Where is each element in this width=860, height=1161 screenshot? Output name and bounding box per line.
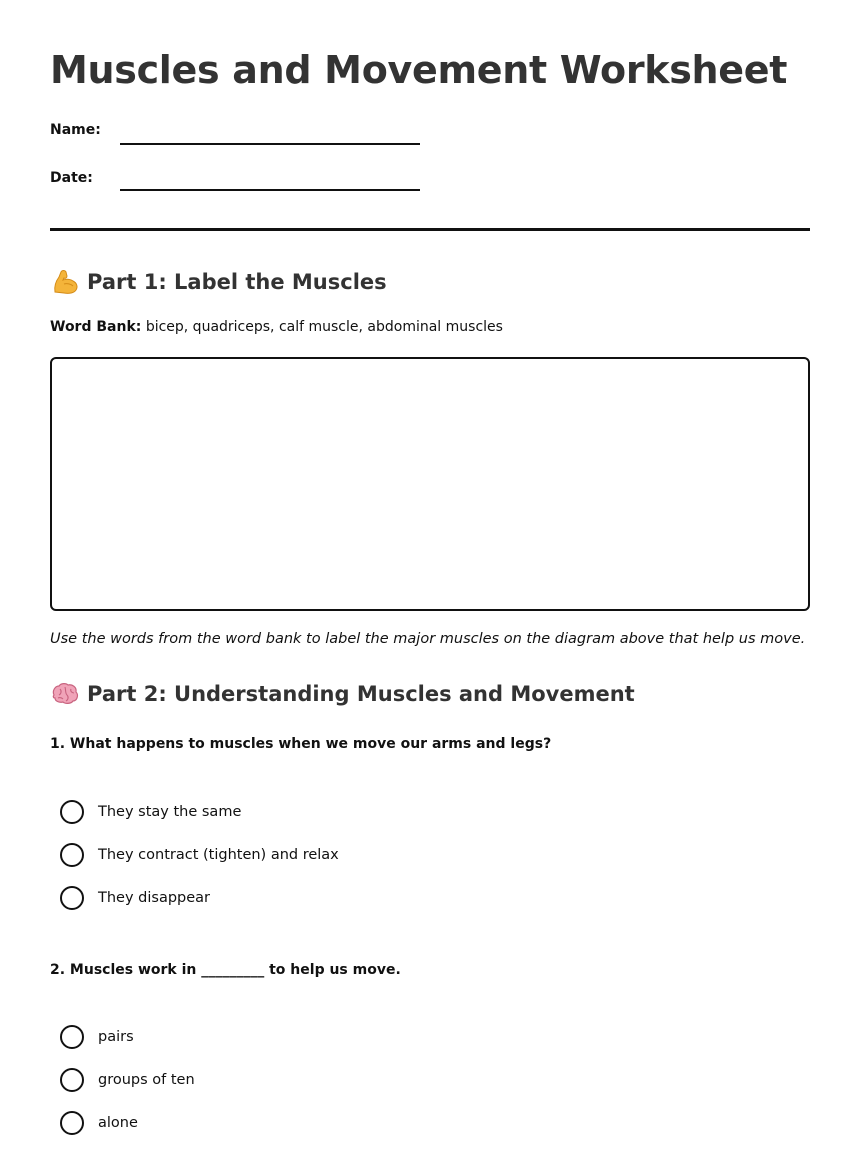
option-label: They disappear	[98, 890, 211, 906]
question-1-option-2[interactable]	[60, 842, 339, 868]
part2-heading-text: Part 2: Understanding Muscles and Movement	[87, 682, 635, 706]
word-bank-words: bicep, quadriceps, calf muscle, abdominal muscles	[145, 319, 503, 335]
date-input-line[interactable]	[120, 189, 420, 191]
option-label: alone	[98, 1115, 138, 1131]
worksheet-title: Muscles and Movement Worksheet	[50, 48, 788, 92]
question-2-option-1[interactable]	[60, 1024, 134, 1050]
option-label: They stay the same	[98, 804, 242, 820]
question-2: 2. Muscles work in _________ to help us move.	[50, 962, 401, 978]
part1-heading-text: Part 1: Label the Muscles	[87, 270, 387, 294]
question-1-option-3[interactable]	[60, 885, 210, 911]
brain-icon	[50, 680, 80, 708]
radio-button[interactable]	[60, 800, 84, 824]
question-1-option-1[interactable]	[60, 799, 241, 825]
date-label: Date:	[50, 170, 93, 186]
radio-button[interactable]	[60, 886, 84, 910]
radio-button[interactable]	[60, 1111, 84, 1135]
option-label: groups of ten	[98, 1072, 195, 1088]
flexed-biceps-icon	[50, 268, 80, 296]
option-label: They contract (tighten) and relax	[98, 847, 339, 863]
word-bank-label: Word Bank:	[50, 319, 142, 335]
question-2-option-3[interactable]	[60, 1110, 138, 1136]
word-bank	[50, 319, 503, 335]
part2-heading	[50, 680, 635, 708]
muscle-diagram-box	[50, 357, 810, 611]
name-label: Name:	[50, 122, 101, 138]
part1-heading	[50, 268, 387, 296]
radio-button[interactable]	[60, 1025, 84, 1049]
question-2-option-2[interactable]	[60, 1067, 195, 1093]
radio-button[interactable]	[60, 1068, 84, 1092]
part1-instruction: Use the words from the word bank to label the major muscles on the diagram above that help us move.	[50, 631, 806, 647]
question-1: 1. What happens to muscles when we move our arms and legs?	[50, 736, 552, 752]
header-divider	[50, 228, 810, 231]
option-label: pairs	[98, 1029, 134, 1045]
radio-button[interactable]	[60, 843, 84, 867]
name-input-line[interactable]	[120, 143, 420, 145]
